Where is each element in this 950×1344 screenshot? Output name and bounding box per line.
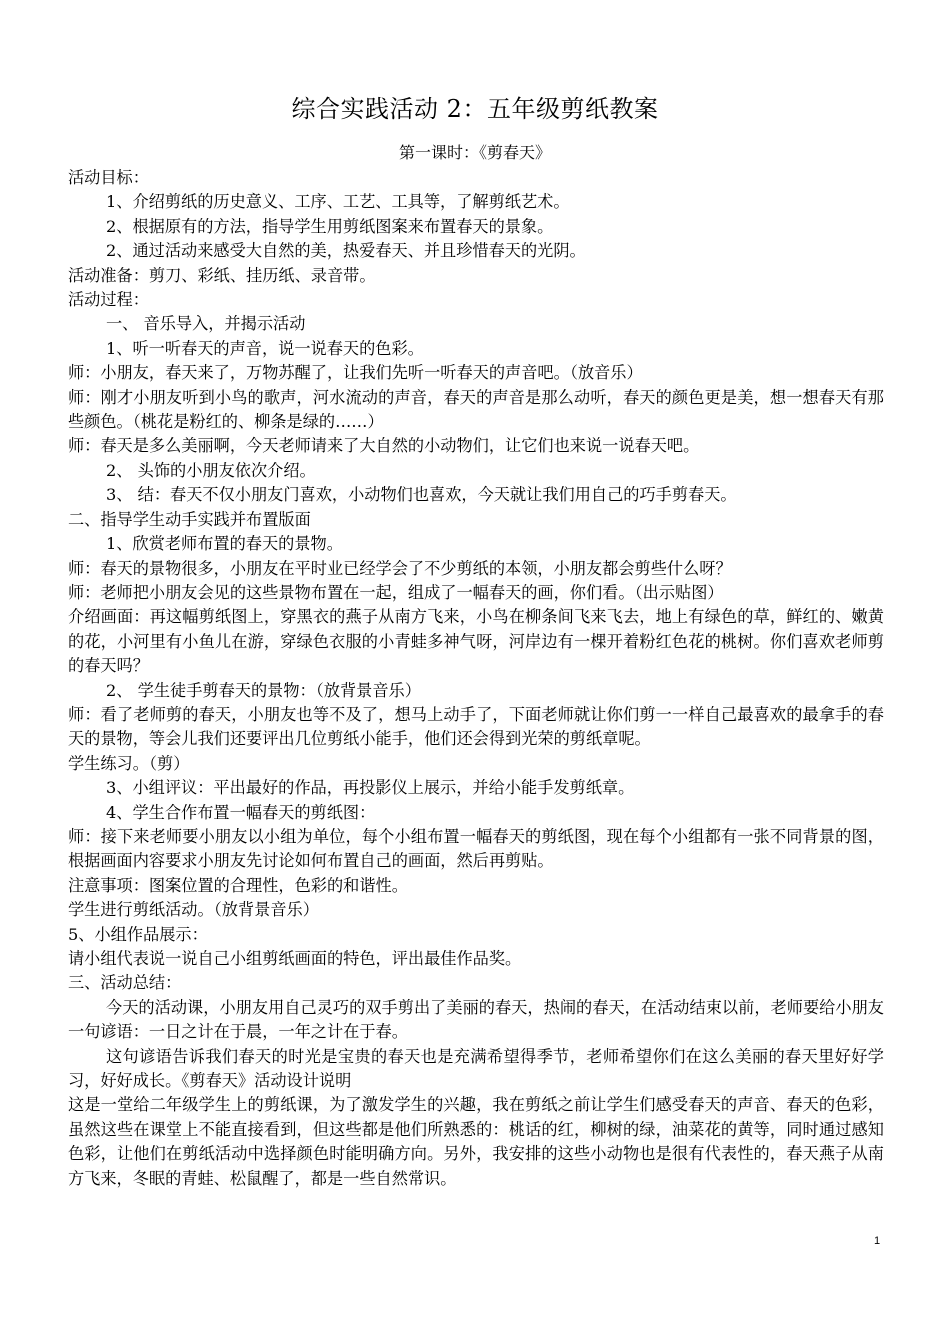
paragraph: 请小组代表说一说自己小组剪纸画面的特色，评出最佳作品奖。 <box>68 949 522 968</box>
paragraph: 师：春天的景物很多，小朋友在平时业已经学会了不少剪纸的本领，小朋友都会剪些什么呀？ <box>68 558 732 578</box>
paragraph: 活动过程： <box>68 290 149 310</box>
paragraph: 2、 学生徒手剪春天的景物：（放背景音乐） <box>106 680 421 700</box>
paragraph: 3、小组评议：平出最好的作品，再投影仪上展示，并给小能手发剪纸章。 <box>106 778 635 798</box>
paragraph: 3、 结：春天不仅小朋友门喜欢，小动物们也喜欢，今天就让我们用自己的巧手剪春天。 <box>106 485 737 505</box>
paragraph: 师：刚才小朋友听到小鸟的歌声，河水流动的声音，春天的声音是那么动听，春天的颜色更是美，想一想春天有那些颜色。（桃花是粉红的、柳条是绿的……） <box>68 387 884 432</box>
paragraph: 介绍画面：再这幅剪纸图上，穿黑衣的燕子从南方飞来，小鸟在柳条间飞来飞去，地上有绿色的草，鲜红的、嫩黄的花，小河里有小鱼儿在游，穿绿色衣服的小青蛙多神气呀，河岸边有一棵开着粉红色花的桃树。你们喜欢老师剪的春天吗？ <box>68 607 884 676</box>
paragraph: 这句谚语告诉我们春天的时光是宝贵的春天也是充满希望得季节，老师希望你们在这么美丽的春天里好好学习，好好成长。《剪春天》活动设计说明 <box>68 1046 884 1091</box>
paragraph: 注意事项：图案位置的合理性，色彩的和谐性。 <box>68 875 408 895</box>
paragraph: 学生进行剪纸活动。（放背景音乐） <box>68 900 319 920</box>
document-subtitle: 第一课时：《剪春天》 <box>398 143 551 162</box>
paragraph: 师：小朋友，春天来了，万物苏醒了，让我们先听一听春天的声音吧。（放音乐） <box>68 363 643 383</box>
paragraph: 活动目标： <box>68 168 149 187</box>
paragraph: 这是一堂给二年级学生上的剪纸课，为了激发学生的兴趣，我在剪纸之前让学生们感受春天的声音、春天的色彩，虽然这些在课堂上不能直接看到，但这些都是他们所熟悉的：桃话的红，柳树的绿，油菜花的黄等，同时通过感知色彩，让他们在剪纸活动中选择颜色时能明确方向。另外，我安排的这些小动物也是很有代表性的，春天燕子从南方飞来，冬眠的青蛙、松鼠醒了，都是一些自然常识。 <box>68 1095 884 1188</box>
paragraph: 师：看了老师剪的春天，小朋友也等不及了，想马上动手了，下面老师就让你们剪一一样自己最喜欢的最拿手的春天的景物，等会儿我们还要评出几位剪纸小能手，他们还会得到光荣的剪纸章呢。 <box>68 704 884 749</box>
paragraph: 2、 头饰的小朋友依次介绍。 <box>106 460 316 480</box>
page-number: 1 <box>874 1235 881 1247</box>
paragraph: 师：接下来老师要小朋友以小组为单位，每个小组布置一幅春天的剪纸图，现在每个小组都有一张不同背景的图，根据画面内容要求小朋友先讨论如何布置自己的画面，然后再剪贴。 <box>68 826 884 871</box>
document-body <box>68 166 884 1191</box>
paragraph: 1、介绍剪纸的历史意义、工序、工艺、工具等，了解剪纸艺术。 <box>106 192 570 212</box>
paragraph: 1、欣赏老师布置的春天的景物。 <box>106 534 343 554</box>
paragraph: 师：老师把小朋友会见的这些景物布置在一起，组成了一幅春天的画，你们看。（出示贴图） <box>68 582 724 602</box>
paragraph: 三、活动总结： <box>68 973 182 993</box>
paragraph: 一、 音乐导入，并揭示活动 <box>106 314 306 334</box>
document-title: 综合实践活动 2：五年级剪纸教案 <box>291 95 659 123</box>
paragraph: 活动准备：剪刀、彩纸、挂历纸、录音带。 <box>68 265 376 285</box>
paragraph: 5、小组作品展示： <box>68 924 208 944</box>
paragraph: 学生练习。（剪） <box>68 753 190 773</box>
paragraph: 二、指导学生动手实践并布置版面 <box>68 509 311 529</box>
paragraph: 师：春天是多么美丽啊，今天老师请来了大自然的小动物们，让它们也来说一说春天吧。 <box>68 436 700 456</box>
paragraph: 2、根据原有的方法，指导学生用剪纸图案来布置春天的景象。 <box>106 216 554 236</box>
paragraph: 1、听一听春天的声音，说一说春天的色彩。 <box>106 338 424 358</box>
paragraph: 今天的活动课，小朋友用自己灵巧的双手剪出了美丽的春天，热闹的春天，在活动结束以前，老师要给小朋友一句谚语：一日之计在于晨，一年之计在于春。 <box>68 997 884 1042</box>
paragraph: 2、通过活动来感受大自然的美，热爱春天、并且珍惜春天的光阴。 <box>106 241 586 261</box>
paragraph: 4、学生合作布置一幅春天的剪纸图： <box>106 802 376 822</box>
